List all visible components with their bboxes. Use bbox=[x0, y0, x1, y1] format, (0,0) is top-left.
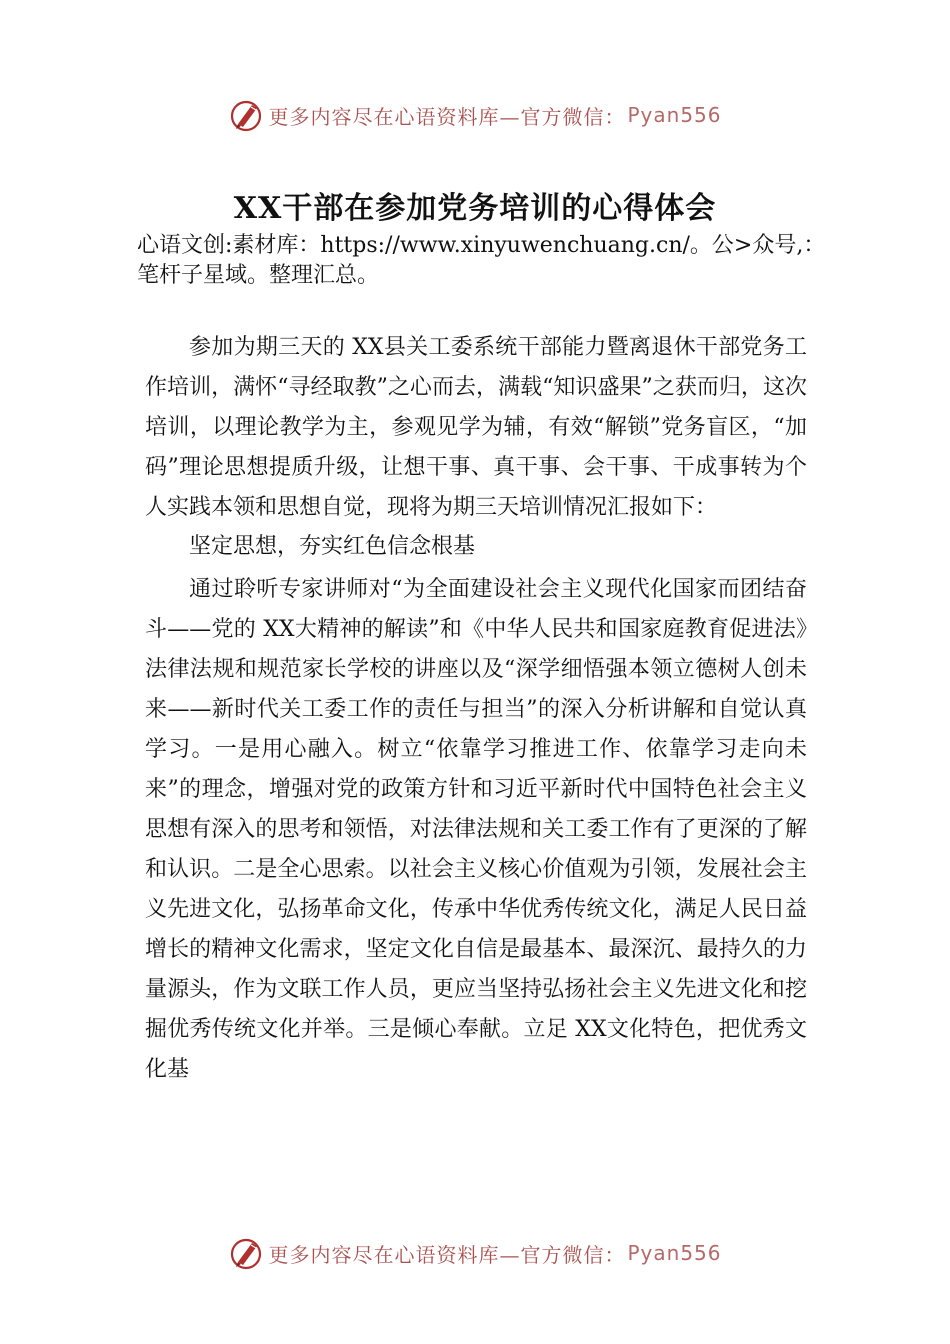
watermark-text: 更多内容尽在心语资料库—官方微信： bbox=[268, 104, 626, 129]
header-watermark bbox=[0, 95, 950, 135]
watermark-text: 更多内容尽在心语资料库—官方微信： bbox=[268, 1242, 626, 1267]
pen-logo-icon bbox=[228, 97, 264, 133]
pen-logo-icon bbox=[228, 1235, 264, 1271]
section-heading: 坚定思想，夯实红色信念根基 bbox=[189, 534, 476, 559]
watermark-wechat-id: Pyan556 bbox=[627, 103, 722, 127]
watermark-wechat-id: Pyan556 bbox=[627, 1241, 722, 1265]
document-title: XX干部在参加党务培训的心得体会 bbox=[233, 191, 717, 226]
paragraph-intro: 参加为期三天的 XX县关工委系统干部能力暨离退休干部党务工作培训，满怀“寻经取教”之心而去，满载“知识盛果”之获而归，这次培训，以理论教学为主，参观见学为辅，有效“解锁”党务盲区，“加码”理论思想提质升级，让想干事、真干事、会干事、干成事转为个人实践本领和思想自觉，现将为期三天培训情况汇报如下： bbox=[145, 335, 807, 520]
paragraph-main: 通过聆听专家讲师对“为全面建设社会主义现代化国家而团结奋斗——党的 XX大精神的解读”和《中华人民共和国家庭教育促进法》法律法规和规范家长学校的讲座以及“深学细悟强本领立德树人创未来——新时代关工委工作的责任与担当”的深入分析讲解和自觉认真学习。一是用心融入。树立“依靠学习推进工作、依靠学习走向未来”的理念，增强对党的政策方针和习近平新时代中国特色社会主义思想有深入的思考和领悟，对法律法规和关工委工作有了更深的了解和认识。二是全心思索。以社会主义核心价值观为引领，发展社会主义先进文化，弘扬革命文化，传承中华优秀传统文化，满足人民日益增长的精神文化需求，坚定文化自信是最基本、最深沉、最持久的力量源头，作为文联工作人员，更应当坚持弘扬社会主义先进文化和挖掘优秀传统文化并举。三是倾心奉献。立足 XX文化特色，把优秀文化基 bbox=[145, 577, 807, 1082]
document-body bbox=[145, 328, 807, 1090]
footer-watermark bbox=[0, 1233, 950, 1273]
source-line: 心语文创:素材库：https://www.xinyuwenchuang.cn/。公>众号,：笔杆子星域。整理汇总。 bbox=[137, 233, 826, 288]
